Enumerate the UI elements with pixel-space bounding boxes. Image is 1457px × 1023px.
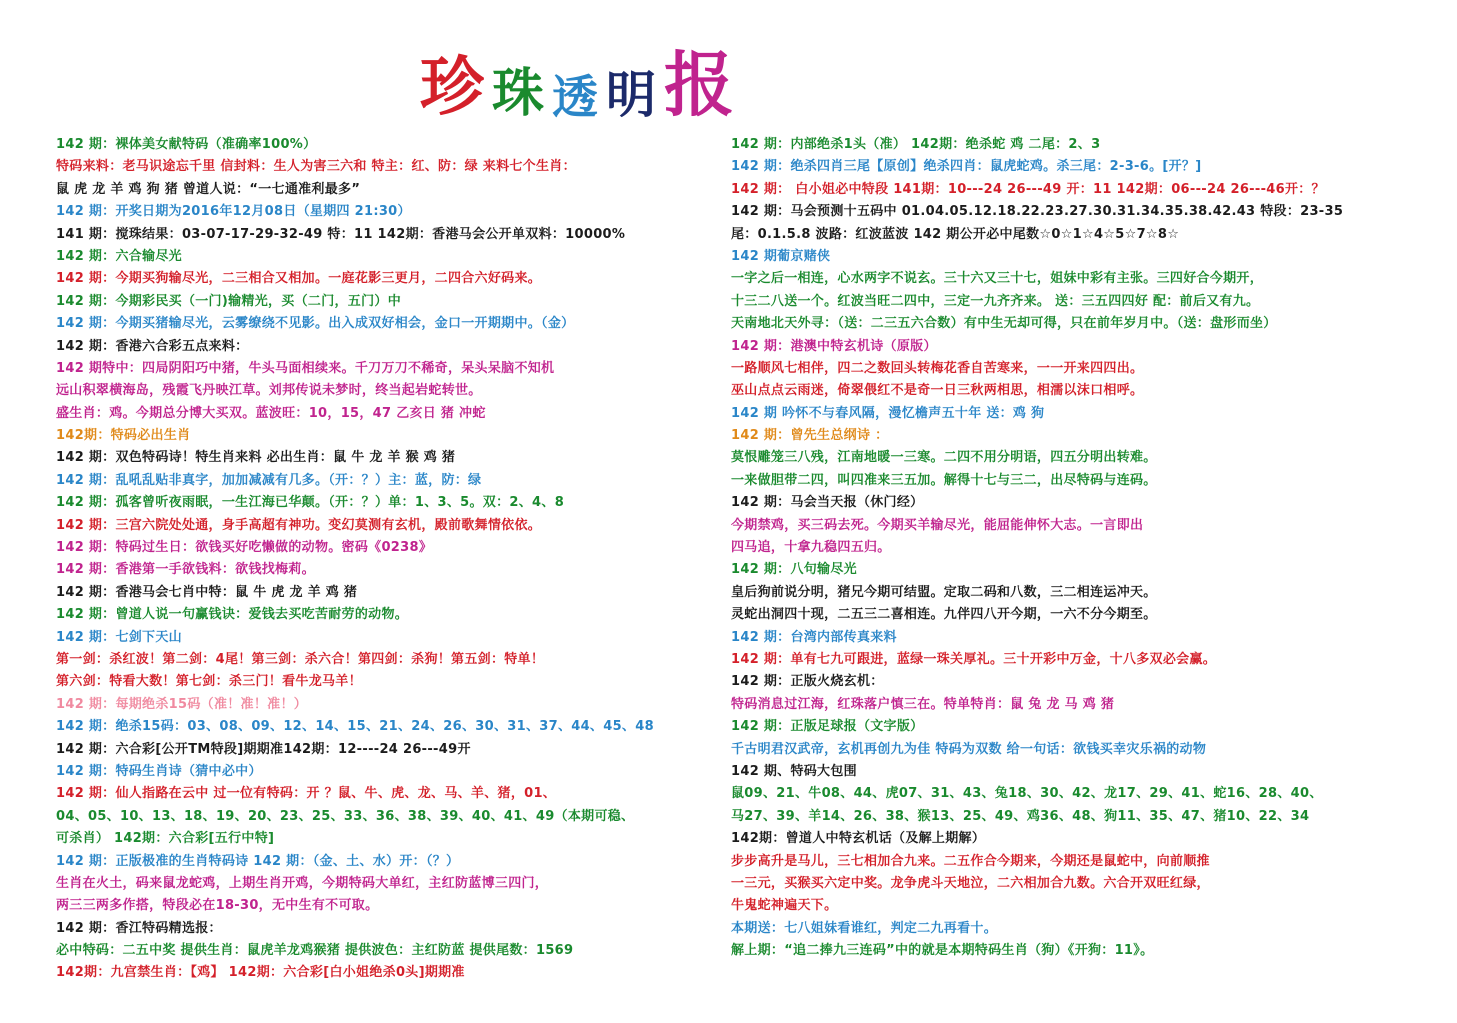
text-line: 142 期：马会预测十五码中 01.04.05.12.18.22.23.27.30.31.34.35.38.42.43 特段：23-35 [731, 204, 1344, 220]
text-line: 四马追，十拿九稳四五归。 [731, 540, 891, 556]
text-line: 142期：九宫禁生肖：【鸡】 142期：六合彩[白小姐绝杀0头]期期准 [56, 965, 465, 981]
text-line: 142 期：今期彩民买（一门)输精光，买（二门，五门）中 [56, 293, 402, 309]
text-line: 生肖在火土，码来鼠龙蛇鸡，上期生肖开鸡，今期特码大单红，主红防蓝博三四门， [56, 875, 549, 891]
text-line: 142 期： 白小姐必中特段 141期：10---24 26---49 开：11 142期：06---24 26---46开：？ [731, 181, 1325, 197]
text-line: 142 期：今期买猪输尽光，云雾缭绕不见影。出入成双好相会，金口一开期期中。（金） [56, 316, 575, 332]
text-line: 142 期：三宫六院处处通，身手高超有神功。变幻莫测有玄机，殿前歌舞情依依。 [56, 517, 542, 533]
text-line: 今期禁鸡，买三码去死。今期买羊输尽光，能屈能伸怀大志。一言即出 [731, 517, 1144, 533]
text-line: 142 期：曾道人说一句赢钱诀：爱钱去买吃苦耐劳的动物。 [56, 607, 409, 623]
text-line: 142 期：开奖日期为2016年12月08日（星期四 21:30） [56, 204, 411, 220]
text-line: 142 期：每期绝杀15码（准！准！准！） [56, 696, 308, 712]
right-column [731, 134, 1431, 962]
text-line: 皇后狗前说分明，猪兄今期可结盟。定取二码和八数，三二相连运冲天。 [731, 584, 1157, 600]
text-line: 142 期：裸体美女献特码（准确率100%） [56, 137, 317, 152]
text-line: 142 期：特码过生日：欲钱买好吃懒做的动物。密码《0238》 [56, 540, 433, 556]
text-line: 步步高升是马儿，三七相加合九来。二五作合今期来，今期还是鼠蛇中，向前顺推 [731, 853, 1210, 869]
text-line: 鼠 虎 龙 羊 鸡 狗 猪 曾道人说：“一七通准利最多” [56, 181, 361, 197]
text-line: 142 期：绝杀四肖三尾【原创】绝杀四肖：鼠虎蛇鸡。杀三尾：2-3-6。[开？] [731, 159, 1202, 175]
text-line: 142 期：内部绝杀1头（准） 142期：绝杀蛇 鸡 二尾：2、3 [731, 137, 1101, 152]
text-line: 牛鬼蛇神遍天下。 [731, 898, 838, 914]
text-line: 142 期 吟怀不与春风隔，漫忆檐声五十年 送：鸡 狗 [731, 405, 1045, 421]
text-line: 142 期：今期买狗输尽光，二三相合又相加。一庭花影三更月，二四合六好码来。 [56, 271, 542, 287]
text-line: 142 期、特码大包围 [731, 763, 857, 779]
text-line: 巫山点点云雨迷，倚翠偎红不是奇一日三秋两相思，相濡以沫口相呼。 [731, 383, 1144, 399]
title-char: 透 [552, 70, 599, 124]
text-line: 142 期：马会当天报（休门经） [731, 495, 924, 511]
text-line: 莫恨雕笼三八残，江南地暖一三寒。二四不用分明语，四五分明出转难。 [731, 450, 1157, 466]
text-line: 142 期：正版足球报（文字版） [731, 719, 924, 735]
text-line: 142 期：香江特码精选报： [56, 920, 222, 936]
text-line: 142 期：七剑下天山 [56, 629, 182, 645]
text-line: 142 期：台湾内部传真来料 [731, 629, 897, 645]
text-line: 千古明君汉武帝，玄机再创九为佳 特码为双数 给一句话：欲钱买幸灾乐祸的动物 [731, 741, 1207, 757]
text-line: 142 期：双色特码诗！特生肖来料 必出生肖：鼠 牛 龙 羊 猴 鸡 猪 [56, 450, 456, 466]
text-line: 142 期：香港六合彩五点来料： [56, 338, 249, 354]
text-line: 142 期：六合输尽光 [56, 248, 182, 264]
text-line: 04、05、10、13、18、19、20、23、25、33、36、38、39、40、41、49（本期可稳、 [56, 808, 635, 824]
text-line: 十三二八送一个。红波当旺二四中，三定一九齐齐来。 送：三五四四好 配：前后又有九。 [731, 293, 1260, 309]
newspaper-title [420, 30, 900, 126]
text-line: 两三三两多作搭，特段必在18-30，无中生有不可取。 [56, 898, 379, 914]
text-line: 142 期：香港第一手欲钱料：欲钱找梅莉。 [56, 562, 315, 578]
text-line: 可杀肖） 142期：六合彩[五行中特] [56, 831, 275, 847]
left-column [56, 134, 696, 985]
text-line: 142 期：正版火烧玄机： [731, 674, 884, 690]
text-line: 142 期特中：四局阴阳巧中猪，牛头马面相续来。千刀万刀不稀奇，呆头呆脑不知机 [56, 360, 555, 376]
text-line: 一三元，买猴买六定中奖。龙争虎斗天地泣，二六相加合九数。六合开双旺红绿， [731, 875, 1210, 891]
text-line: 一路顺风七相伴，四二之数回头转梅花香自苦寒来，一一开来四四出。 [731, 360, 1144, 376]
text-line: 142期：特码必出生肖 [56, 428, 191, 444]
text-line: 马27、39、羊14、26、38、猴13、25、49、鸡36、48、狗11、35、47、猪10、22、34 [731, 808, 1310, 824]
text-line: 142 期：港澳中特玄机诗（原版） [731, 338, 937, 354]
title-char: 明 [606, 65, 657, 124]
text-line: 第六剑：特看大数！第七剑：杀三门！看牛龙马羊！ [56, 674, 362, 690]
text-line: 盛生肖：鸡。今期总分博大买双。蓝波旺：10，15，47 乙亥日 猪 冲蛇 [56, 405, 486, 421]
text-line: 141 期：搅珠结果：03-07-17-29-32-49 特：11 142期：香港马会公开单双料：10000% [56, 226, 626, 242]
text-line: 解上期：“追二捧九三连码”中的就是本期特码生肖（狗）《开狗：11》。 [731, 943, 1154, 959]
text-line: 尾：0.1.5.8 波路：红波蓝波 142 期公开必中尾数☆0☆1☆4☆5☆7☆8☆ [731, 226, 1180, 242]
text-line: 必中特码：二五中奖 提供生肖：鼠虎羊龙鸡猴猪 提供波色：主红防蓝 提供尾数：1569 [56, 943, 574, 959]
text-line: 142 期：八句输尽光 [731, 562, 857, 578]
text-line: 142 期葡京赌侠 [731, 248, 831, 264]
text-line: 142 期：单有七九可跟进，蓝绿一珠关厚礼。三十开彩中万金，十八多双必会赢。 [731, 651, 1217, 667]
text-line: 142 期：六合彩[公开TM特段]期期准142期：12----24 26---49开 [56, 741, 471, 757]
title-char: 珠 [492, 63, 545, 124]
text-line: 特码来料：老马识途忘千里 信封料：生人为害三六和 特主：红、防：绿 来料七个生肖： [56, 159, 576, 175]
text-line: 本期送：七八姐妹看谁红，判定二九再看十。 [731, 920, 998, 936]
text-line: 鼠09、21、牛08、44、虎07、31、43、兔18、30、42、龙17、29、41、蛇16、28、40、 [731, 786, 1323, 802]
text-line: 142 期：特码生肖诗（猜中必中） [56, 763, 262, 779]
title-char: 报 [664, 43, 735, 126]
text-line: 142 期：曾先生总纲诗 ： [731, 428, 889, 444]
text-line: 142期：曾道人中特玄机话（及解上期解） [731, 831, 986, 847]
text-line: 142 期：仙人指路在云中 过一位有特码：开 ？鼠、牛、虎、龙、马、羊、猪，01、 [56, 786, 557, 802]
text-line: 142 期：孤客曾听夜雨眠，一生江海已华颠。（开：？）单：1、3、5。双：2、4、8 [56, 495, 565, 511]
text-line: 一来做胆带二四，叫四准来三五加。解得十七与三二，出尽特码与连码。 [731, 472, 1157, 488]
text-line: 第一剑：杀红波！第二剑：4尾！第三剑：杀六合！第四剑：杀狗！第五剑：特单！ [56, 651, 545, 667]
title-char: 珍 [420, 50, 484, 125]
text-line: 142 期：正版极准的生肖特码诗 142 期：（金、土、水）开：（？） [56, 853, 460, 869]
text-line: 天南地北天外寻：（送：二三五六合数）有中生无却可得，只在前年岁月中。（送：盘形而坐） [731, 316, 1277, 332]
text-line: 特码消息过江海，红珠落户慎三在。特单特肖：鼠 兔 龙 马 鸡 猪 [731, 696, 1115, 712]
text-line: 142 期：绝杀15码：03、08、09、12、14、15、21、24、26、30、31、37、44、45、48 [56, 719, 654, 735]
text-line: 142 期：乱吼乱贴非真字，加加减减有几多。（开：？）主：蓝，防：绿 [56, 472, 482, 488]
text-line: 142 期：香港马会七肖中特：鼠 牛 虎 龙 羊 鸡 猪 [56, 584, 358, 600]
text-line: 灵蛇出洞四十现，二五三二喜相连。九伴四八开今期，一六不分今期至。 [731, 607, 1157, 623]
text-line: 远山积翠横海岛，残霞飞丹映江草。刘邦传说未梦时，终当起岩蛇转世。 [56, 383, 482, 399]
text-line: 一字之后一相连，心水两字不说玄。三十六又三十七，姐妹中彩有主张。三四好合今期开， [731, 271, 1264, 287]
